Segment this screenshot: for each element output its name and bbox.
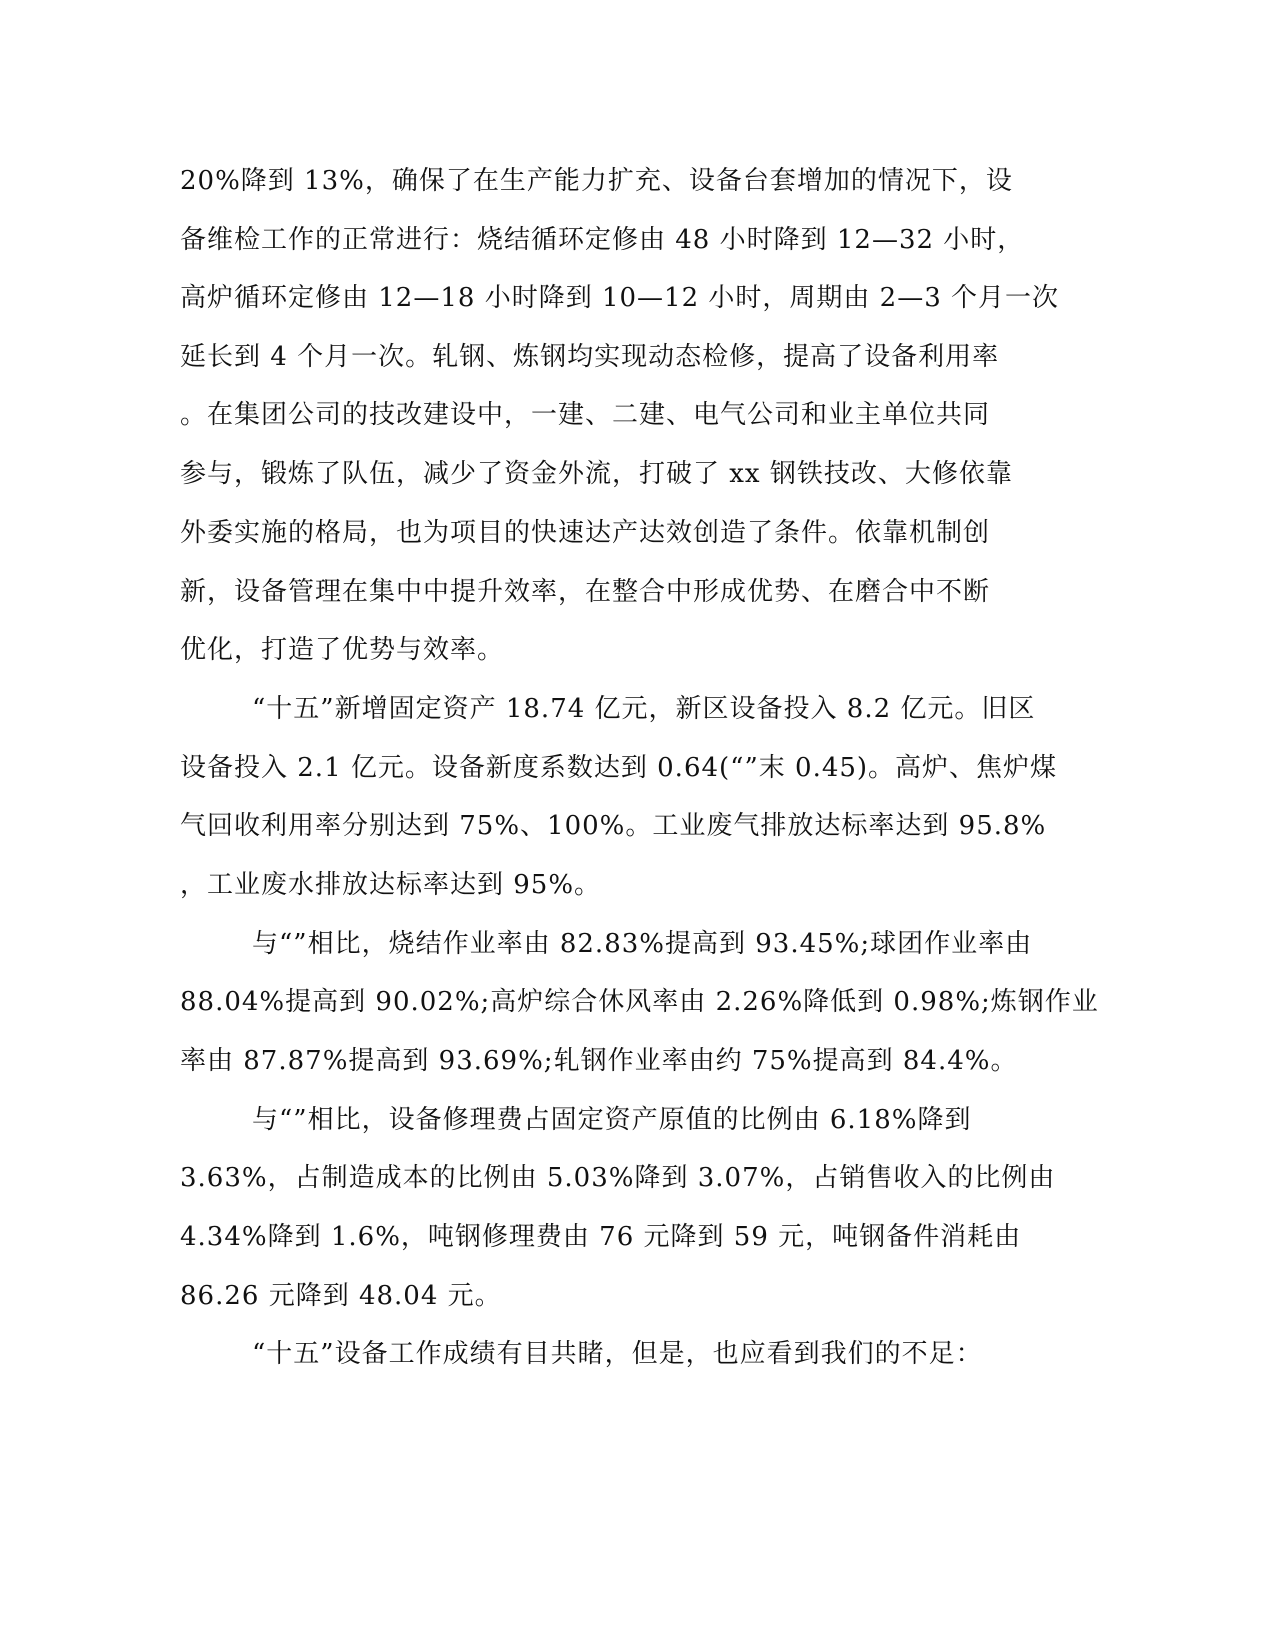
text-line: 气回收利用率分别达到 75%、100%。工业废气排放达标率达到 95.8%: [180, 811, 1047, 841]
text-line: 。在集团公司的技改建设中，一建、二建、电气公司和业主单位共同: [180, 400, 991, 430]
text-line: 延长到 4 个月一次。轧钢、炼钢均实现动态检修，提高了设备利用率: [180, 342, 1000, 372]
text-line: 86.26 元降到 48.04 元。: [180, 1281, 502, 1311]
text-line: 率由 87.87%提高到 93.69%;轧钢作业率由约 75%提高到 84.4%。: [180, 1046, 1018, 1076]
text-line: 外委实施的格局，也为项目的快速达产达效创造了条件。依靠机制创: [180, 518, 991, 548]
text-line: 3.63%，占制造成本的比例由 5.03%降到 3.07%，占销售收入的比例由: [180, 1163, 1056, 1193]
text-line: 参与，锻炼了队伍，减少了资金外流，打破了 xx 钢铁技改、大修依靠: [180, 459, 1013, 489]
text-line: “十五”设备工作成绩有目共睹，但是，也应看到我们的不足：: [252, 1339, 983, 1369]
text-line: ，工业废水排放达标率达到 95%。: [180, 870, 602, 900]
text-line: 20%降到 13%，确保了在生产能力扩充、设备台套增加的情况下，设: [180, 166, 1013, 196]
text-line: 备维检工作的正常进行：烧结循环定修由 48 小时降到 12—32 小时，: [180, 225, 1025, 255]
text-line: 优化，打造了优势与效率。: [180, 635, 505, 665]
text-line: 与“”相比，烧结作业率由 82.83%提高到 93.45%;球团作业率由: [252, 929, 1033, 959]
text-line: 88.04%提高到 90.02%;高炉综合休风率由 2.26%降低到 0.98%;炼钢作业: [180, 987, 1099, 1017]
text-line: “十五”新增固定资产 18.74 亿元，新区设备投入 8.2 亿元。旧区: [252, 694, 1036, 724]
text-line: 4.34%降到 1.6%，吨钢修理费由 76 元降到 59 元，吨钢备件消耗由: [180, 1222, 1022, 1252]
text-line: 高炉循环定修由 12—18 小时降到 10—12 小时，周期由 2—3 个月一次: [180, 283, 1060, 313]
text-line: 新，设备管理在集中中提升效率，在整合中形成优势、在磨合中不断: [180, 577, 991, 607]
text-line: 设备投入 2.1 亿元。设备新度系数达到 0.64(“”末 0.45)。高炉、焦炉煤: [180, 753, 1058, 783]
text-line: 与“”相比，设备修理费占固定资产原值的比例由 6.18%降到: [252, 1105, 972, 1135]
